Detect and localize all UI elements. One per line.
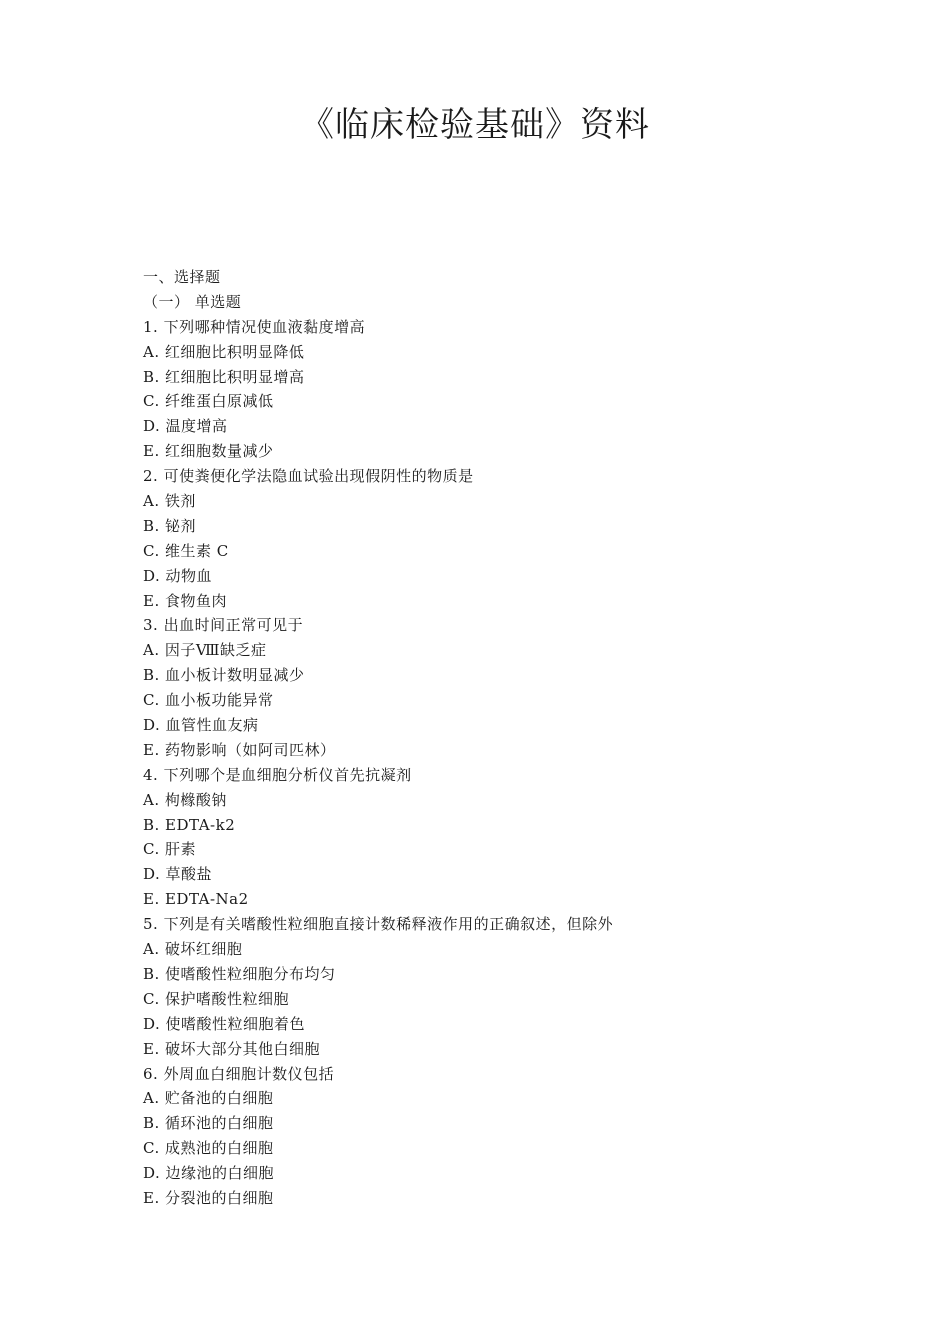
document-title: 《临床检验基础》资料	[300, 105, 650, 145]
answer-option: D. 血管性血友病	[143, 716, 259, 735]
document-body	[143, 265, 843, 1211]
answer-option: D. 温度增高	[143, 417, 228, 436]
answer-option: A. 贮备池的白细胞	[143, 1089, 274, 1108]
answer-option: B. 循环池的白细胞	[143, 1114, 274, 1133]
answer-option: E. 破坏大部分其他白细胞	[143, 1039, 320, 1058]
answer-option: A. 红细胞比积明显降低	[143, 342, 305, 361]
answer-option: D. 边缘池的白细胞	[143, 1164, 275, 1183]
subsection-heading: （一） 单选题	[143, 292, 242, 311]
answer-option: E. 药物影响（如阿司匹林）	[143, 740, 336, 759]
answer-option: E. 分裂池的白细胞	[143, 1188, 274, 1207]
question-block	[143, 763, 843, 912]
answer-option: A. 破坏红细胞	[143, 940, 243, 959]
answer-option: D. 草酸盐	[143, 865, 213, 884]
question-stem: 6. 外周血白细胞计数仪包括	[143, 1064, 335, 1083]
answer-option: D. 动物血	[143, 566, 213, 585]
answer-option: E. EDTA-Na2	[143, 890, 249, 909]
answer-option: C. 保护嗜酸性粒细胞	[143, 989, 289, 1008]
section-heading: 一、选择题	[143, 268, 221, 286]
question-stem: 5. 下列是有关嗜酸性粒细胞直接计数稀释液作用的正确叙述，但除外	[143, 915, 614, 934]
answer-option: B. EDTA-k2	[143, 815, 236, 834]
question-stem: 1. 下列哪种情况使血液黏度增高	[143, 317, 366, 336]
question-stem: 3. 出血时间正常可见于	[143, 616, 304, 635]
answer-option: C. 纤维蛋白原减低	[143, 392, 274, 411]
question-block	[143, 613, 843, 762]
question-block	[143, 1062, 843, 1211]
answer-option: C. 肝素	[143, 840, 196, 859]
question-block	[143, 912, 843, 1061]
answer-option: C. 维生素 C	[143, 541, 229, 560]
answer-option: E. 红细胞数量减少	[143, 442, 274, 461]
answer-option: B. 使嗜酸性粒细胞分布均匀	[143, 964, 336, 983]
answer-option: A. 铁剂	[143, 492, 196, 511]
answer-option: C. 血小板功能异常	[143, 691, 274, 710]
question-stem: 4. 下列哪个是血细胞分析仪首先抗凝剂	[143, 765, 412, 784]
answer-option: D. 使嗜酸性粒细胞着色	[143, 1014, 306, 1033]
question-block	[143, 315, 843, 464]
answer-option: B. 血小板计数明显减少	[143, 666, 305, 685]
answer-option: E. 食物鱼肉	[143, 591, 227, 610]
question-stem: 2. 可使粪便化学法隐血试验出现假阴性的物质是	[143, 467, 474, 486]
answer-option: A. 枸橼酸钠	[143, 790, 227, 809]
answer-option: C. 成熟池的白细胞	[143, 1139, 274, 1158]
question-block	[143, 464, 843, 613]
answer-option: A. 因子Ⅷ缺乏症	[143, 641, 267, 660]
answer-option: B. 红细胞比积明显增高	[143, 367, 305, 386]
answer-option: B. 铋剂	[143, 516, 197, 535]
